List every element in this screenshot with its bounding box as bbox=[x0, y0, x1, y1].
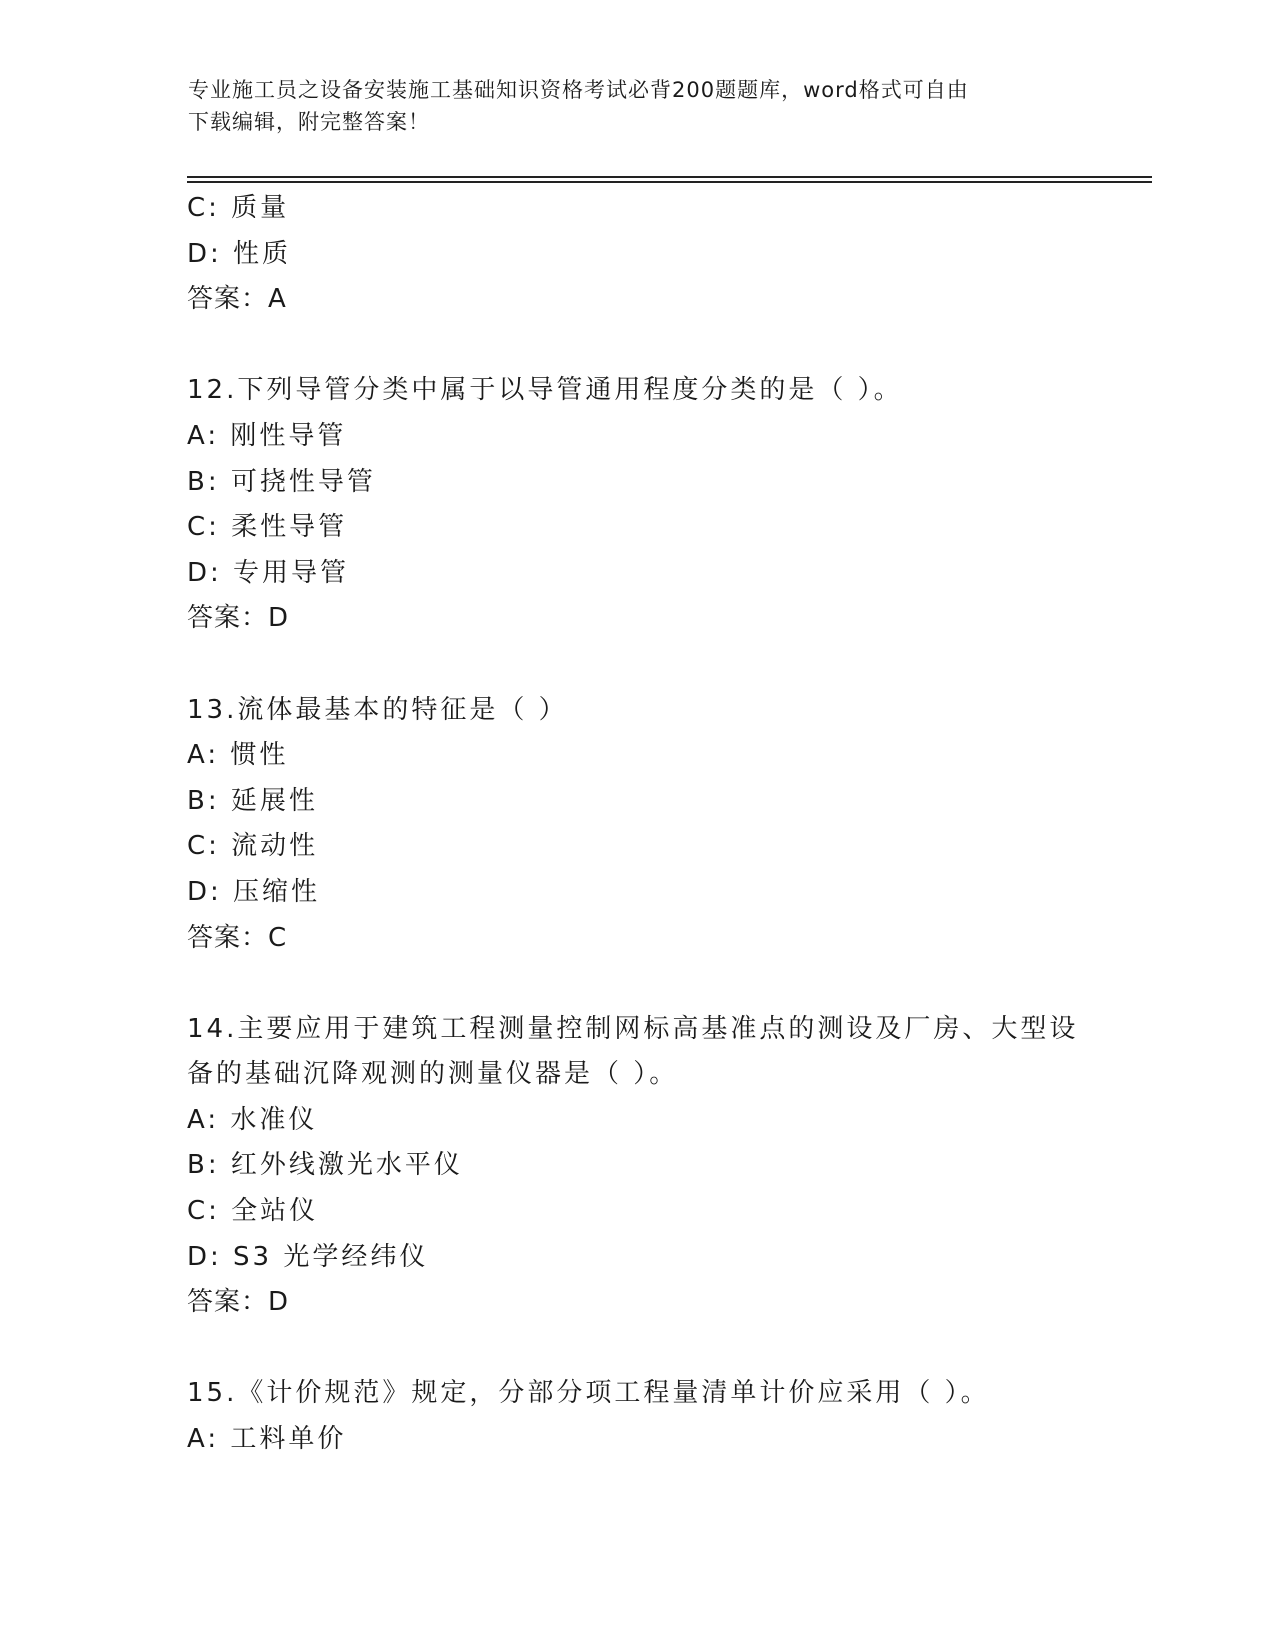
document-header bbox=[188, 74, 1068, 138]
answer-line: 答案：D bbox=[187, 1287, 290, 1318]
question-stem-line-1: 14.主要应用于建筑工程测量控制网标高基准点的测设及厂房、大型设 bbox=[187, 1013, 1079, 1044]
question-11-tail bbox=[187, 186, 1087, 323]
option-d: D: S3 光学经纬仪 bbox=[187, 1241, 429, 1272]
question-stem: 15.《计价规范》规定，分部分项工程量清单计价应采用（ ）。 bbox=[187, 1378, 990, 1409]
option-b: B: 延展性 bbox=[187, 785, 318, 816]
spacer bbox=[187, 961, 1087, 1007]
header-divider-top bbox=[187, 176, 1152, 178]
header-line-2: 下载编辑，附完整答案！ bbox=[188, 110, 430, 134]
spacer bbox=[187, 642, 1087, 688]
question-15 bbox=[187, 1371, 1087, 1462]
option-c: C: 柔性导管 bbox=[187, 512, 348, 543]
option-a: A: 工料单价 bbox=[187, 1424, 347, 1455]
option-b: B: 红外线激光水平仪 bbox=[187, 1150, 463, 1181]
answer-line: 答案：A bbox=[187, 284, 287, 315]
spacer bbox=[187, 1326, 1087, 1372]
option-c: C: 质量 bbox=[187, 193, 290, 223]
question-stem-line-2: 备的基础沉降观测的测量仪器是（ ）。 bbox=[187, 1059, 679, 1090]
answer-line: 答案：D bbox=[187, 603, 290, 634]
question-13 bbox=[187, 688, 1087, 962]
option-d: D: 专用导管 bbox=[187, 557, 350, 588]
option-a: A: 刚性导管 bbox=[187, 420, 347, 451]
header-divider-bottom bbox=[187, 181, 1152, 183]
question-list bbox=[187, 186, 1087, 1463]
header-line-1: 专业施工员之设备安装施工基础知识资格考试必背200题题库，word格式可自由 bbox=[188, 78, 969, 102]
option-c: C: 全站仪 bbox=[187, 1196, 319, 1227]
option-a: A: 水准仪 bbox=[187, 1104, 318, 1135]
answer-line: 答案：C bbox=[187, 922, 288, 953]
question-12 bbox=[187, 368, 1087, 642]
option-d: D: 性质 bbox=[187, 238, 292, 269]
option-d: D: 压缩性 bbox=[187, 876, 321, 907]
option-b: B: 可挠性导管 bbox=[187, 466, 376, 497]
option-c: C: 流动性 bbox=[187, 831, 319, 862]
question-14 bbox=[187, 1007, 1087, 1326]
spacer bbox=[187, 323, 1087, 369]
option-a: A: 惯性 bbox=[187, 740, 289, 771]
question-stem: 13.流体最基本的特征是（ ） bbox=[187, 694, 568, 725]
question-stem: 12.下列导管分类中属于以导管通用程度分类的是（ ）。 bbox=[187, 375, 903, 406]
